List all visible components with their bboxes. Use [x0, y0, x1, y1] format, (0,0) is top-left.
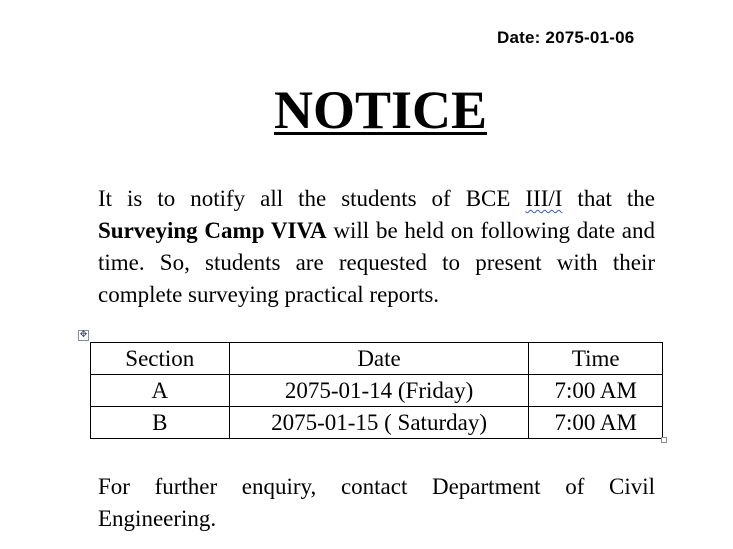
footer-text: For further enquiry, contact Department of Civil Engineering. [98, 474, 655, 531]
body-text-1: It is to notify all the students of BCE [98, 186, 526, 211]
page-title: NOTICE [274, 80, 488, 140]
spellcheck-word: III/I [525, 186, 563, 211]
cell-date: 2075-01-14 (Friday) [229, 375, 529, 407]
resize-handle-icon[interactable] [661, 437, 667, 443]
body-text-2: that the [562, 186, 656, 211]
move-icon[interactable]: ✥ [79, 330, 88, 340]
event-name: Surveying Camp VIVA [98, 218, 327, 243]
cell-section: B [91, 407, 230, 439]
header-date: Date [229, 343, 529, 375]
notice-body [98, 183, 655, 311]
table-header-row [91, 343, 663, 375]
cell-time: 7:00 AM [529, 407, 663, 439]
header-section: Section [91, 343, 230, 375]
table-row [91, 407, 663, 439]
cell-time: 7:00 AM [529, 375, 663, 407]
body-text-3: will be held on following date and time. So, students are requested to present with their complete surveying practical reports. [98, 218, 655, 307]
schedule-table [90, 342, 663, 439]
header-time: Time [529, 343, 663, 375]
notice-date: Date: 2075-01-06 [497, 28, 635, 47]
table-row [91, 375, 663, 407]
cell-date: 2075-01-15 ( Saturday) [229, 407, 529, 439]
cell-section: A [91, 375, 230, 407]
